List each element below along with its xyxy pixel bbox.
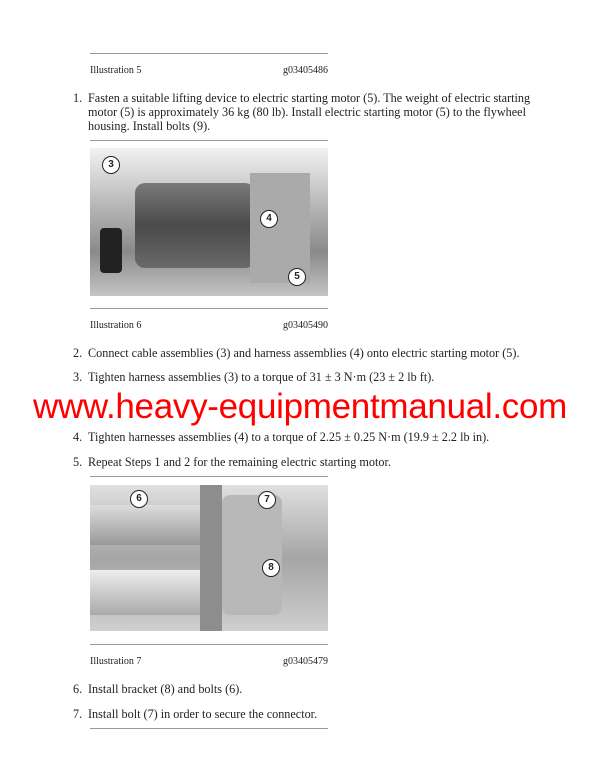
callout-4: 4: [260, 210, 278, 228]
step-text: Repeat Steps 1 and 2 for the remaining electric starting motor.: [88, 455, 391, 469]
illustration-5-caption: [90, 65, 328, 77]
caption-label: Illustration 5: [90, 65, 142, 76]
illustration-6-photo: [90, 148, 328, 296]
step-text: Install bolt (7) in order to secure the connector.: [88, 707, 318, 721]
caption-code: g03405486: [283, 65, 328, 76]
illustration-7-photo: [90, 485, 328, 631]
callout-8: 8: [262, 559, 280, 577]
step-number: 4.: [73, 430, 83, 444]
step-3: [73, 370, 533, 384]
callout-5: 5: [288, 268, 306, 286]
step-number: 2.: [73, 346, 83, 360]
illustration-7-caption: [90, 656, 328, 668]
caption-code: g03405490: [283, 320, 328, 331]
illustration-6-caption: [90, 320, 328, 332]
step-2: [73, 346, 533, 360]
divider: [90, 728, 328, 729]
starter-motor-shape: [135, 183, 255, 268]
bracket-shape: [200, 485, 222, 631]
step-text: Install bracket (8) and bolts (6).: [88, 682, 243, 696]
step-number: 5.: [73, 455, 83, 469]
divider: [90, 476, 328, 477]
divider: [90, 308, 328, 309]
housing-shape: [222, 495, 282, 615]
housing-shape: [250, 173, 310, 283]
callout-3: 3: [102, 156, 120, 174]
motor-shape: [90, 505, 200, 545]
step-number: 7.: [73, 707, 83, 721]
step-text: Connect cable assemblies (3) and harness assemblies (4) onto electric starting motor (5).: [88, 346, 520, 360]
caption-label: Illustration 6: [90, 320, 142, 331]
motor-shape: [90, 570, 200, 615]
callout-6: 6: [130, 490, 148, 508]
cable-shape: [100, 228, 122, 273]
step-4: [73, 430, 533, 444]
step-text: Fasten a suitable lifting device to electric starting motor (5). The weight of electric starting motor (5) is approximately 36 kg (80 lb). Install electric starting motor (5) to the flywheel housing. Install bolts (9).: [88, 91, 531, 133]
step-6: [73, 682, 533, 696]
step-text: Tighten harness assemblies (3) to a torque of 31 ± 3 N·m (23 ± 2 lb ft).: [88, 370, 435, 384]
step-number: 1.: [73, 91, 83, 105]
divider: [90, 140, 328, 141]
divider: [90, 644, 328, 645]
caption-code: g03405479: [283, 656, 328, 667]
step-number: 3.: [73, 370, 83, 384]
step-5: [73, 455, 533, 469]
divider: [90, 53, 328, 54]
caption-label: Illustration 7: [90, 656, 142, 667]
step-text: Tighten harnesses assemblies (4) to a torque of 2.25 ± 0.25 N·m (19.9 ± 2.2 lb in).: [88, 430, 490, 444]
watermark: www.heavy-equipmentmanual.com: [32, 387, 568, 426]
step-7: [73, 707, 533, 721]
step-1: [73, 91, 533, 133]
step-number: 6.: [73, 682, 83, 696]
callout-7: 7: [258, 491, 276, 509]
